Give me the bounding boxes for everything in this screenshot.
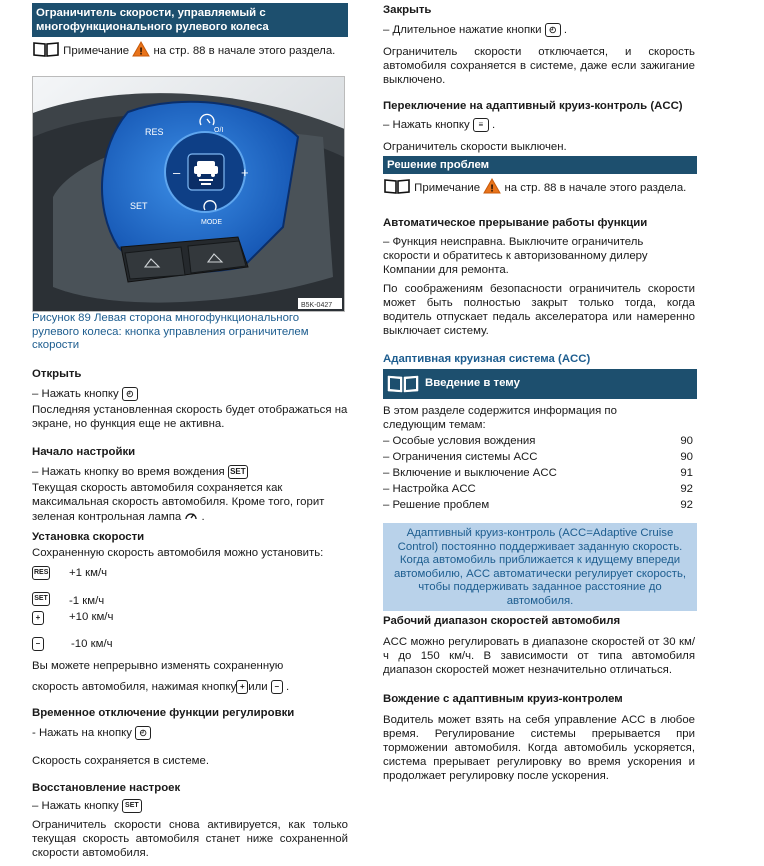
or-word: или bbox=[248, 681, 268, 694]
toc-label: – Настройка ACC bbox=[383, 483, 476, 495]
list-item[interactable] bbox=[383, 450, 693, 466]
book-icon bbox=[386, 374, 420, 397]
speed-limiter-button-icon: ◴ bbox=[122, 387, 138, 401]
set-item-value: -10 км/ч bbox=[71, 638, 113, 650]
list-item[interactable] bbox=[383, 434, 693, 450]
continuous-line2: скорость автомобиля, нажимая кнопку + или – . bbox=[32, 681, 290, 694]
plus-key-label: + bbox=[241, 165, 249, 180]
toc-page: 90 bbox=[680, 451, 693, 463]
speed-limiter-button-icon: ◴ bbox=[135, 726, 151, 740]
section-header-speed-limiter: Ограничитель скорости, управляемый с многофункционального рулевого колеса bbox=[32, 3, 348, 37]
set-item-res bbox=[32, 566, 108, 580]
start-step bbox=[32, 465, 248, 479]
set-item-set bbox=[32, 592, 105, 607]
minus-button-icon: – bbox=[271, 680, 283, 694]
driving-acc-title: Вождение с адаптивным круиз-контролем bbox=[383, 693, 623, 705]
note-text: на стр. 88 в начале этого раздела. bbox=[153, 45, 336, 58]
note-line bbox=[383, 178, 697, 198]
close-title: Закрыть bbox=[383, 4, 432, 16]
restore-step bbox=[32, 799, 142, 813]
continuous-text: скорость автомобиля, нажимая кнопку bbox=[32, 681, 237, 694]
res-button-icon: RES bbox=[32, 566, 50, 580]
switch-acc-step-text: – Нажать кнопку bbox=[383, 119, 470, 132]
minus-key-label: – bbox=[173, 165, 181, 180]
note-text: на стр. 88 в начале этого раздела. bbox=[504, 182, 687, 195]
set-button-icon: SET bbox=[32, 592, 50, 606]
set-button-icon: SET bbox=[228, 465, 248, 479]
acc-button-icon: ≡ bbox=[473, 118, 489, 132]
toc-label: – Решение проблем bbox=[383, 499, 490, 511]
intro-text: В этом разделе содержится информация по следующим темам: bbox=[383, 405, 617, 431]
plus-button-icon: + bbox=[236, 680, 248, 694]
continuous-line1: Вы можете непрерывно изменять сохраненную bbox=[32, 660, 284, 672]
start-text-body: Текущая скорость автомобиля сохраняется как максимальная скорость автомобиля. Кроме того, горит зеленая контрольная лампа bbox=[32, 482, 325, 524]
close-step: – Длительное нажатие кнопки ◴ . bbox=[383, 24, 568, 37]
switch-acc-step: – Нажать кнопку ≡ . bbox=[383, 119, 496, 132]
warning-icon bbox=[132, 41, 150, 61]
restore-step-text: – Нажать кнопку bbox=[32, 800, 119, 813]
open-step-text: – Нажать кнопку bbox=[32, 388, 119, 401]
intro-header-bar bbox=[383, 369, 697, 399]
range-title: Рабочий диапазон скоростей автомобиля bbox=[383, 615, 621, 627]
minus-button-icon: – bbox=[32, 637, 44, 651]
speedometer-lamp-icon bbox=[184, 509, 198, 525]
set-item-value: -1 км/ч bbox=[69, 595, 105, 607]
start-text bbox=[32, 481, 348, 525]
speed-limiter-button-icon: ◴ bbox=[545, 23, 561, 37]
start-step-text: – Нажать кнопку во время вождения bbox=[32, 466, 225, 479]
book-icon bbox=[32, 41, 60, 61]
period: . bbox=[198, 511, 205, 524]
safety-text: По соображениям безопасности ограничитель скорости может быть полностью закрыт только тогда, когда водитель отпускает педаль акселератора или намеренно выключает систему. bbox=[383, 283, 695, 337]
svg-text:O/I: O/I bbox=[214, 127, 224, 134]
acc-info-box: Адаптивный круиз-контроль (ACC=Adaptive Cruise Control) постоянно поддерживает заданную скорость. Когда автомобиль приближается к идущему впереди автомобилю, ACC автоматически регулирует скорость, чтобы поддерживать заданное расстояние до автомобиля. bbox=[383, 523, 697, 611]
plus-button-icon: + bbox=[32, 611, 44, 625]
restore-text: Ограничитель скорости снова активируется, как только текущая скорость автомобиля станет ниже сохраненной скорости автомобиля. bbox=[32, 819, 348, 859]
driving-acc-text: Водитель может взять на себя управление ACC в любое время. Регулирование системы прерывается при торможении автомобиля. Когда автомобиль ускоряется, система прерывает регулировку во время ускорения и продолжает регулировку после ускорения. bbox=[383, 714, 695, 782]
toc-label: – Ограничения системы ACC bbox=[383, 451, 538, 463]
range-text: ACC можно регулировать в диапазоне скоростей от 30 км/ч до 150 км/ч. В зависимости от типа автомобиля диапазон скоростей может незначительно отличаться. bbox=[383, 636, 695, 676]
svg-text:!: ! bbox=[490, 183, 494, 194]
intro-header-title: Введение в тему bbox=[425, 377, 520, 389]
toc-list bbox=[383, 434, 693, 514]
svg-text:!: ! bbox=[139, 46, 143, 57]
start-title: Начало настройки bbox=[32, 446, 136, 458]
toc-page: 90 bbox=[680, 435, 693, 447]
temp-off-step bbox=[32, 726, 151, 740]
book-icon bbox=[383, 178, 411, 198]
open-step bbox=[32, 387, 138, 401]
mode-key-label: MODE bbox=[201, 219, 222, 226]
set-item-value: +10 км/ч bbox=[69, 611, 114, 623]
set-item-minus bbox=[32, 637, 113, 651]
figure-caption: Рисунок 89 Левая сторона многофункционального рулевого колеса: кнопка управления ограничителем скорости bbox=[32, 312, 309, 351]
steering-wheel-figure bbox=[32, 76, 345, 312]
switch-acc-text: Ограничитель скорости выключен. bbox=[383, 141, 567, 153]
restore-title: Восстановление настроек bbox=[32, 782, 181, 794]
close-step-text: – Длительное нажатие кнопки bbox=[383, 24, 542, 37]
set-speed-intro: Сохраненную скорость автомобиля можно установить: bbox=[32, 547, 324, 559]
list-item[interactable] bbox=[383, 498, 693, 514]
section-header-troubleshooting: Решение проблем bbox=[383, 156, 697, 174]
list-item[interactable] bbox=[383, 466, 693, 482]
temp-off-title: Временное отключение функции регулировки bbox=[32, 707, 295, 719]
toc-label: – Включение и выключение ACC bbox=[383, 467, 557, 479]
figure-code: B5K-0427 bbox=[301, 302, 333, 309]
set-button-icon: SET bbox=[122, 799, 142, 813]
toc-page: 92 bbox=[680, 499, 693, 511]
temp-off-step-text: - Нажать на кнопку bbox=[32, 727, 132, 740]
note-label: Примечание bbox=[414, 182, 481, 195]
toc-page: 92 bbox=[680, 483, 693, 495]
res-key-label: RES bbox=[145, 127, 164, 137]
close-text: Ограничитель скорости отключается, и скорость автомобиля сохраняется в системе, даже если зажигание выключено. bbox=[383, 46, 695, 86]
toc-page: 91 bbox=[680, 467, 693, 479]
open-text: Последняя установленная скорость будет отображаться на экране, но функция еще не активна. bbox=[32, 404, 348, 430]
toc-label: – Особые условия вождения bbox=[383, 435, 536, 447]
note-line bbox=[32, 41, 348, 61]
auto-interrupt-title: Автоматическое прерывание работы функции bbox=[383, 217, 648, 229]
note-label: Примечание bbox=[63, 45, 130, 58]
set-item-value: +1 км/ч bbox=[69, 567, 108, 579]
acc-section-title: Адаптивная круизная система (ACC) bbox=[383, 353, 591, 365]
list-item[interactable] bbox=[383, 482, 693, 498]
switch-acc-title: Переключение на адаптивный круиз-контроль (ACC) bbox=[383, 100, 683, 112]
set-item-plus bbox=[32, 611, 114, 625]
warning-icon bbox=[483, 178, 501, 198]
set-key-label: SET bbox=[130, 201, 148, 211]
auto-interrupt-text: – Функция неисправна. Выключите ограничитель скорости и обратитесь к авторизованному дилеру Компании для ремонта. bbox=[383, 236, 648, 276]
temp-off-text: Скорость сохраняется в системе. bbox=[32, 755, 210, 767]
set-speed-title: Установка скорости bbox=[32, 531, 145, 543]
open-title: Открыть bbox=[32, 368, 82, 380]
